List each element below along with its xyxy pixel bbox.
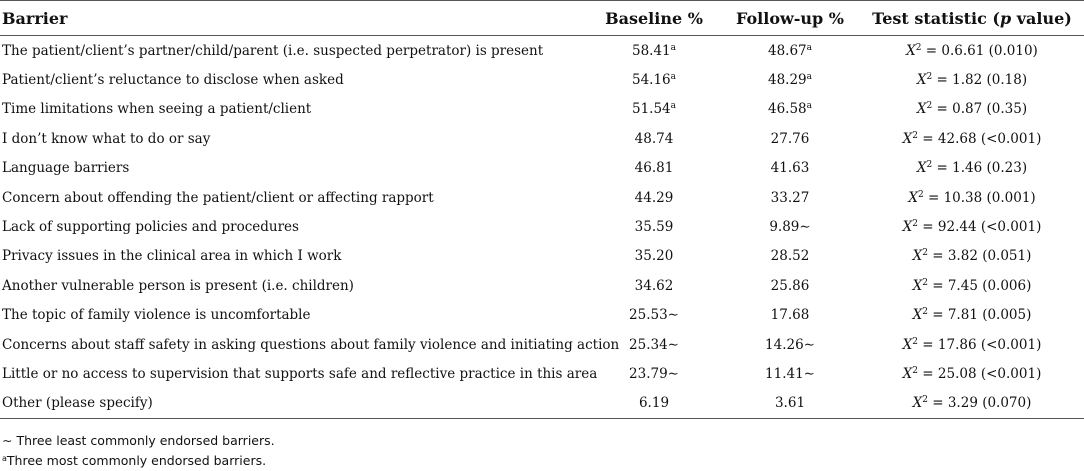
baseline-value: 46.81 bbox=[634, 160, 674, 177]
table-row bbox=[0, 271, 1084, 300]
followup-value: 28.52 bbox=[770, 248, 810, 265]
baseline-cell bbox=[588, 242, 720, 271]
followup-value: 14.26∼ bbox=[765, 336, 815, 353]
followup-sup: a bbox=[806, 101, 813, 112]
stat-value: = 0.6.61 (0.010) bbox=[921, 42, 1038, 59]
followup-cell bbox=[720, 242, 860, 271]
baseline-sup: a bbox=[670, 101, 677, 112]
barrier-cell: Time limitations when seeing a patient/client bbox=[2, 101, 312, 118]
stat-value: = 0.87 (0.35) bbox=[932, 101, 1028, 118]
barrier-cell: The topic of family violence is uncomfortable bbox=[2, 307, 311, 324]
stat-exponent: 2 bbox=[912, 365, 919, 376]
stat-cell bbox=[860, 183, 1084, 212]
stat-exponent: 2 bbox=[915, 42, 922, 53]
header-stat-italic: p bbox=[999, 8, 1012, 28]
table-row bbox=[0, 183, 1084, 212]
stat-exponent: 2 bbox=[922, 395, 928, 406]
note-sup: a bbox=[2, 454, 7, 463]
stat-cell bbox=[860, 212, 1084, 241]
followup-value: 33.27 bbox=[770, 189, 810, 206]
baseline-cell bbox=[588, 124, 720, 153]
baseline-cell bbox=[588, 154, 720, 183]
followup-value: 11.41∼ bbox=[765, 365, 815, 382]
baseline-sup: a bbox=[670, 72, 677, 83]
table-notes bbox=[2, 431, 275, 471]
followup-cell bbox=[720, 330, 860, 359]
table-row bbox=[0, 330, 1084, 359]
stat-cell bbox=[860, 301, 1084, 330]
followup-value: 17.68 bbox=[770, 307, 810, 324]
note-most-common bbox=[2, 451, 275, 471]
baseline-value: 34.62 bbox=[634, 277, 674, 294]
stat-exponent: 2 bbox=[912, 219, 919, 230]
header-test-statistic bbox=[860, 1, 1084, 36]
followup-value: 3.61 bbox=[774, 395, 806, 412]
baseline-value: 6.19 bbox=[638, 395, 670, 412]
followup-cell bbox=[720, 183, 860, 212]
barrier-cell: Language barriers bbox=[2, 160, 130, 177]
barrier-cell: Lack of supporting policies and procedures bbox=[2, 219, 299, 236]
stat-cell bbox=[860, 95, 1084, 124]
table-row bbox=[0, 212, 1084, 241]
baseline-cell bbox=[588, 389, 720, 419]
barrier-cell: Privacy issues in the clinical area in which I work bbox=[2, 248, 342, 265]
note-most-common-text: Three most commonly endorsed barriers. bbox=[6, 453, 267, 468]
followup-value: 25.86 bbox=[770, 277, 810, 294]
baseline-value: 35.59 bbox=[634, 219, 674, 236]
table-row bbox=[0, 65, 1084, 94]
baseline-cell bbox=[588, 301, 720, 330]
stat-symbol: X bbox=[902, 130, 913, 147]
stat-symbol: X bbox=[912, 395, 923, 412]
baseline-value: 25.34∼ bbox=[629, 336, 679, 353]
followup-value: 46.58 bbox=[767, 101, 807, 118]
stat-symbol: X bbox=[902, 219, 913, 236]
table-row bbox=[0, 301, 1084, 330]
followup-cell bbox=[720, 301, 860, 330]
barrier-cell: Other (please specify) bbox=[0, 389, 588, 419]
stat-value: = 1.46 (0.23) bbox=[932, 160, 1028, 177]
followup-cell bbox=[720, 124, 860, 153]
baseline-cell bbox=[588, 36, 720, 66]
table-row bbox=[0, 154, 1084, 183]
barrier-cell: Little or no access to supervision that supports safe and reflective practice in this area bbox=[2, 365, 598, 382]
stat-value: = 17.86 (<0.001) bbox=[918, 336, 1042, 353]
baseline-cell bbox=[588, 359, 720, 388]
stat-cell bbox=[860, 242, 1084, 271]
baseline-cell bbox=[588, 212, 720, 241]
baseline-value: 35.20 bbox=[634, 248, 674, 265]
baseline-cell bbox=[588, 95, 720, 124]
baseline-value: 58.41 bbox=[631, 42, 671, 59]
header-barrier: Barrier bbox=[0, 1, 588, 36]
header-stat-prefix: Test statistic ( bbox=[872, 8, 1000, 28]
followup-cell bbox=[720, 154, 860, 183]
stat-value: = 10.38 (0.001) bbox=[923, 189, 1036, 206]
stat-value: = 92.44 (<0.001) bbox=[918, 219, 1042, 236]
baseline-value: 51.54 bbox=[631, 101, 671, 118]
table-body bbox=[0, 36, 1084, 419]
followup-value: 48.67 bbox=[767, 42, 807, 59]
stat-exponent: 2 bbox=[922, 307, 928, 318]
stat-symbol: X bbox=[902, 365, 913, 382]
barrier-cell: Another vulnerable person is present (i.e. children) bbox=[2, 277, 354, 294]
baseline-value: 48.74 bbox=[634, 130, 674, 147]
baseline-value: 25.53∼ bbox=[629, 307, 679, 324]
header-baseline: Baseline % bbox=[588, 1, 720, 36]
stat-cell bbox=[860, 36, 1084, 66]
header-followup: Follow-up % bbox=[720, 1, 860, 36]
baseline-cell bbox=[588, 65, 720, 94]
stat-exponent: 2 bbox=[912, 336, 919, 347]
barrier-cell: I don’t know what to do or say bbox=[2, 130, 211, 147]
table-row bbox=[0, 389, 1084, 419]
stat-cell bbox=[860, 271, 1084, 300]
stat-cell bbox=[860, 124, 1084, 153]
stat-symbol: X bbox=[912, 307, 923, 324]
followup-sup: a bbox=[806, 72, 813, 83]
stat-symbol: X bbox=[916, 101, 927, 118]
header-row bbox=[0, 1, 1084, 36]
followup-value: 48.29 bbox=[767, 72, 807, 89]
stat-cell bbox=[860, 65, 1084, 94]
stat-symbol: X bbox=[912, 248, 923, 265]
stat-exponent: 2 bbox=[922, 277, 928, 288]
table-row bbox=[0, 95, 1084, 124]
followup-cell bbox=[720, 95, 860, 124]
stat-value: = 3.82 (0.051) bbox=[927, 248, 1032, 265]
followup-cell bbox=[720, 36, 860, 66]
stat-symbol: X bbox=[902, 336, 913, 353]
stat-symbol: X bbox=[906, 42, 916, 59]
stat-exponent: 2 bbox=[912, 130, 919, 141]
header-stat-suffix: value) bbox=[1011, 8, 1072, 28]
stat-cell bbox=[860, 389, 1084, 419]
stat-value: = 3.29 (0.070) bbox=[927, 395, 1032, 412]
table-row bbox=[0, 359, 1084, 388]
table-row bbox=[0, 36, 1084, 66]
stat-exponent: 2 bbox=[926, 72, 933, 83]
stat-value: = 7.45 (0.006) bbox=[927, 277, 1032, 294]
followup-cell bbox=[720, 212, 860, 241]
table-header bbox=[0, 1, 1084, 36]
followup-cell bbox=[720, 359, 860, 388]
stat-symbol: X bbox=[912, 277, 923, 294]
followup-sup: a bbox=[806, 42, 813, 53]
baseline-value: 54.16 bbox=[631, 72, 671, 89]
barrier-cell: Concern about offending the patient/client or affecting rapport bbox=[2, 189, 434, 206]
barrier-cell: Patient/client’s reluctance to disclose when asked bbox=[2, 72, 344, 89]
stat-exponent: 2 bbox=[922, 248, 928, 259]
baseline-value: 44.29 bbox=[634, 189, 674, 206]
baseline-cell bbox=[588, 183, 720, 212]
followup-cell bbox=[720, 271, 860, 300]
table-row bbox=[0, 124, 1084, 153]
stat-exponent: 2 bbox=[926, 101, 933, 112]
baseline-value: 23.79∼ bbox=[629, 365, 679, 382]
stat-symbol: X bbox=[916, 160, 927, 177]
stat-value: = 25.08 (<0.001) bbox=[918, 365, 1042, 382]
stat-symbol: X bbox=[916, 72, 927, 89]
followup-value: 9.89∼ bbox=[769, 219, 811, 236]
stat-cell bbox=[860, 154, 1084, 183]
followup-cell bbox=[720, 65, 860, 94]
stat-value: = 1.82 (0.18) bbox=[932, 72, 1028, 89]
barrier-cell: The patient/client’s partner/child/parent (i.e. suspected perpetrator) is present bbox=[2, 42, 544, 59]
stat-value: = 42.68 (<0.001) bbox=[918, 130, 1042, 147]
followup-value: 41.63 bbox=[770, 160, 810, 177]
followup-cell bbox=[720, 389, 860, 419]
baseline-cell bbox=[588, 271, 720, 300]
barrier-cell: Concerns about staff safety in asking questions about family violence and initiating action bbox=[2, 336, 620, 353]
table-row bbox=[0, 242, 1084, 271]
baseline-sup: a bbox=[670, 42, 677, 53]
stat-exponent: 2 bbox=[917, 189, 924, 200]
stat-symbol: X bbox=[908, 189, 918, 206]
followup-value: 27.76 bbox=[770, 130, 810, 147]
stat-exponent: 2 bbox=[926, 160, 933, 171]
stat-cell bbox=[860, 359, 1084, 388]
note-least-common: ∼ Three least commonly endorsed barriers. bbox=[2, 433, 275, 448]
stat-cell bbox=[860, 330, 1084, 359]
stat-value: = 7.81 (0.005) bbox=[927, 307, 1032, 324]
